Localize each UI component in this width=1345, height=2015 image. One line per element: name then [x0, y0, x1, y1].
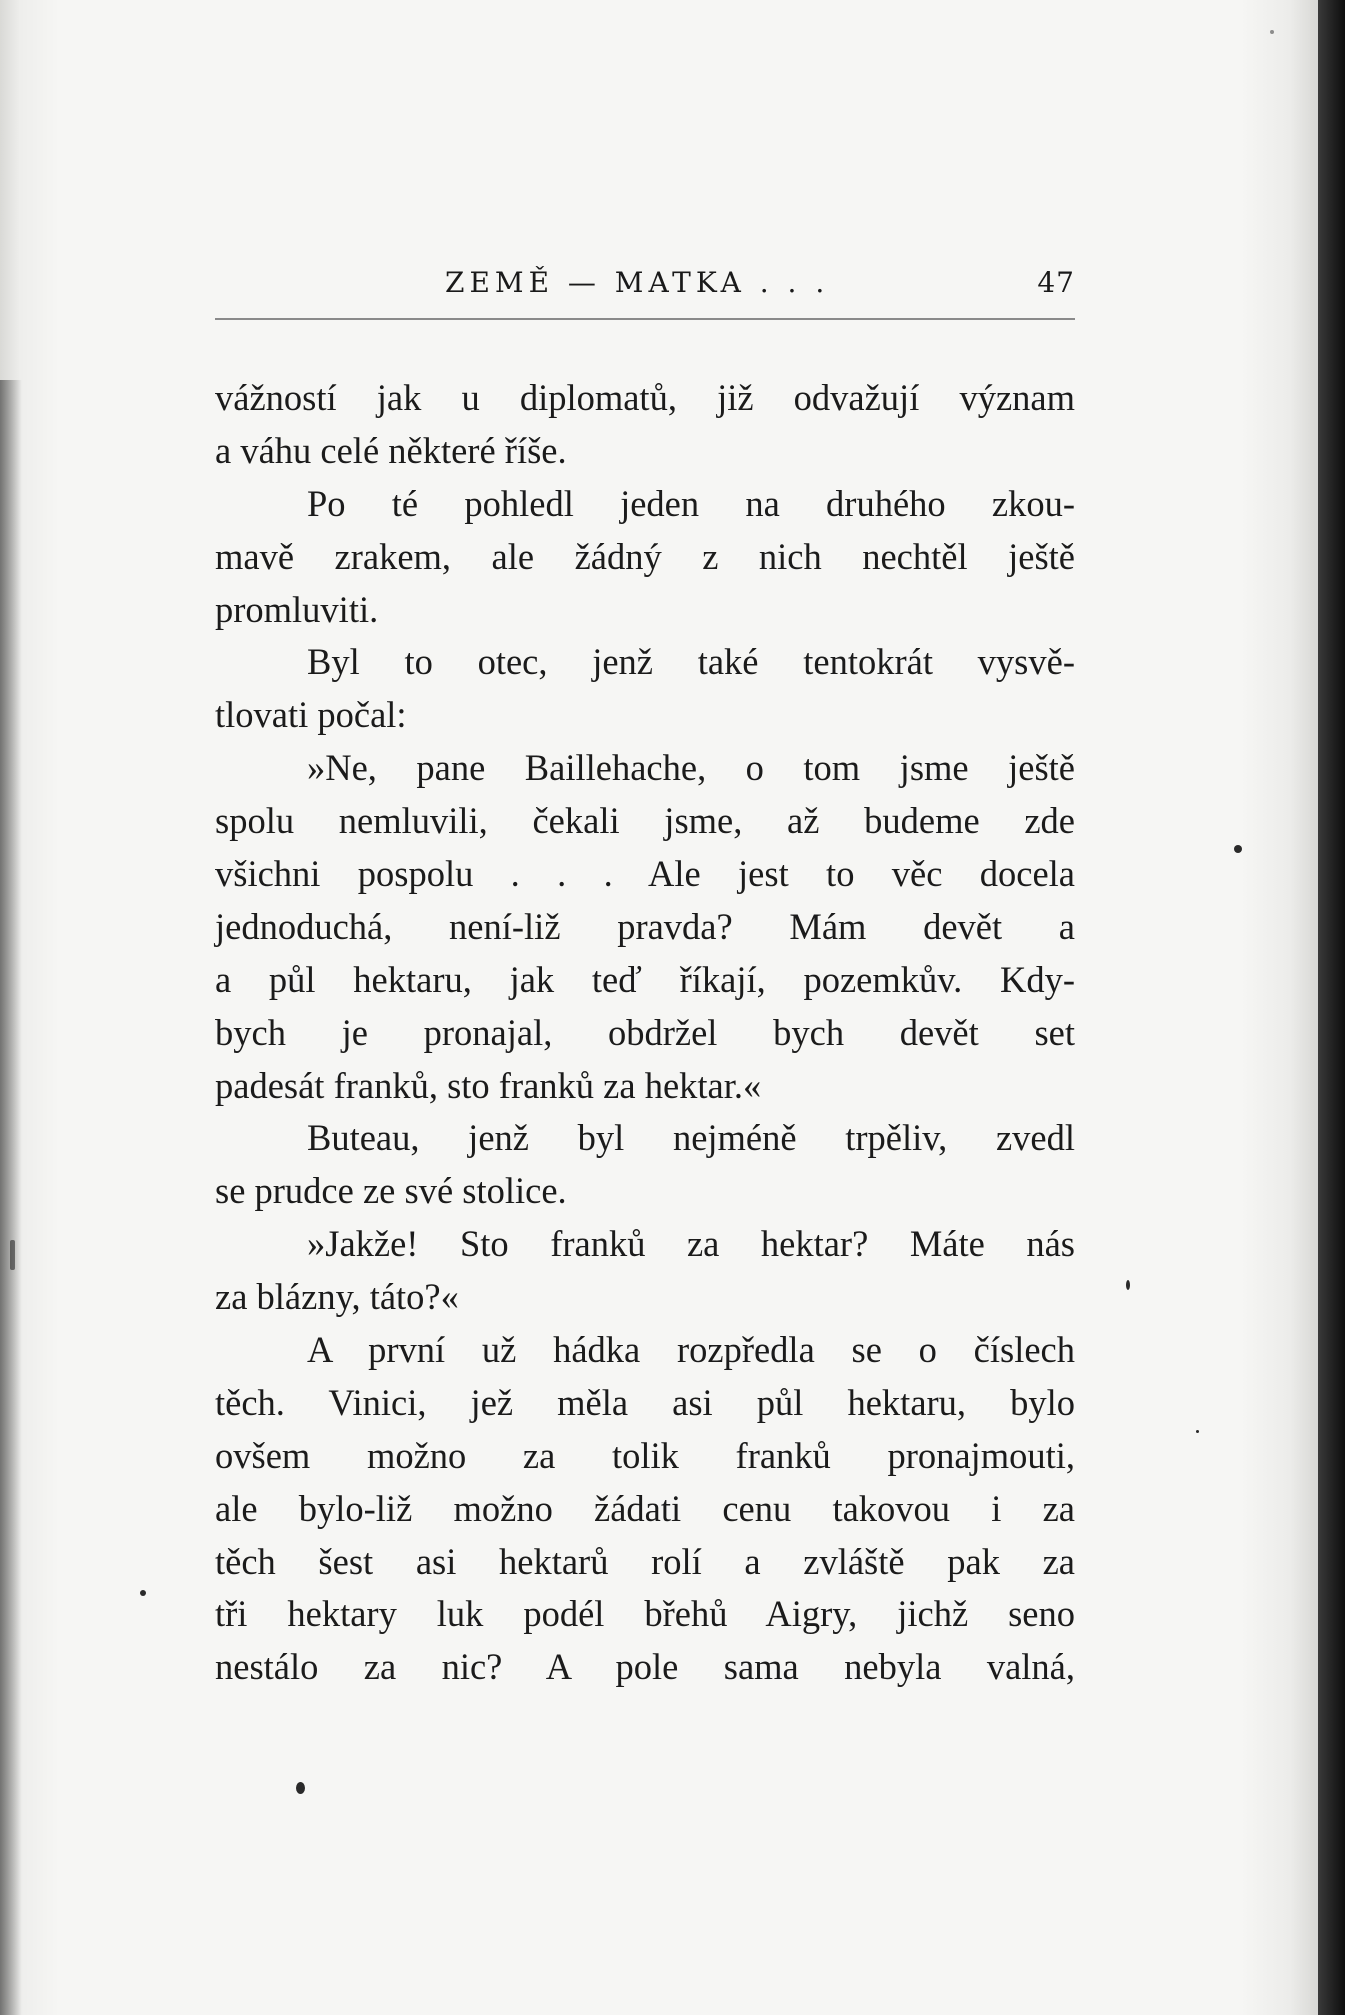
text-line: se prudce ze své stolice. [215, 1170, 567, 1212]
page-number: 47 [1037, 266, 1075, 299]
text-line: nestálo za nic? A pole sama nebyla valná, [215, 1646, 1075, 1688]
text-line: »Jakže! Sto franků za hektar? Máte nás [307, 1223, 1075, 1265]
paper-speck [1270, 30, 1274, 34]
paper-speck [1126, 1280, 1130, 1290]
running-head: ZEMĚ — MATKA . . . [445, 266, 830, 299]
text-line: a půl hektaru, jak teď říkají, pozemkův. Kdy- [215, 958, 1075, 1000]
text-line: ale bylo-liž možno žádati cenu takovou i za [215, 1487, 1075, 1529]
text-line: za blázny, táto?« [215, 1276, 459, 1318]
text-line: »Ne, pane Baillehache, o tom jsme ještě [307, 747, 1075, 789]
text-line: tři hektary luk podél břehů Aigry, jichž seno [215, 1593, 1075, 1635]
text-line: těch šest asi hektarů rolí a zvláště pak za [215, 1540, 1075, 1582]
paper-speck [140, 1590, 146, 1596]
text-line: vážností jak u diplomatů, již odvažují význam [215, 377, 1075, 418]
text-line: promluviti. [215, 588, 379, 630]
paper-speck [1234, 845, 1242, 853]
paper-speck [1196, 1430, 1199, 1433]
page-header [215, 262, 1075, 306]
text-line: A první už hádka rozpředla se o číslech [307, 1329, 1075, 1371]
text-line: a váhu celé některé říše. [215, 429, 567, 471]
text-line: spolu nemluvili, čekali jsme, až budeme zde [215, 800, 1075, 842]
body-text [215, 372, 1075, 1694]
text-line: ovšem možno za tolik franků pronajmouti, [215, 1434, 1075, 1476]
header-rule [215, 318, 1075, 320]
text-line: tlovati počal: [215, 694, 407, 736]
page-edge-shadow [1318, 0, 1345, 2015]
paper-speck [10, 1240, 15, 1270]
text-line: padesát franků, sto franků za hektar.« [215, 1064, 762, 1106]
text-line: všichni pospolu . . . Ale jest to věc docela [215, 853, 1075, 895]
text-line: mavě zrakem, ale žádný z nich nechtěl ještě [215, 535, 1075, 577]
text-line: Byl to otec, jenž také tentokrát vysvě- [307, 641, 1075, 683]
text-line: těch. Vinici, jež měla asi půl hektaru, bylo [215, 1381, 1075, 1423]
text-line: Po té pohledl jeden na druhého zkou- [307, 482, 1075, 524]
text-line: bych je pronajal, obdržel bych devět set [215, 1011, 1075, 1053]
paper-speck [296, 1782, 305, 1794]
binding-shadow [0, 380, 22, 2015]
text-line: jednoduchá, není-liž pravda? Mám devět a [215, 905, 1075, 947]
text-line: Buteau, jenž byl nejméně trpěliv, zvedl [307, 1117, 1075, 1159]
